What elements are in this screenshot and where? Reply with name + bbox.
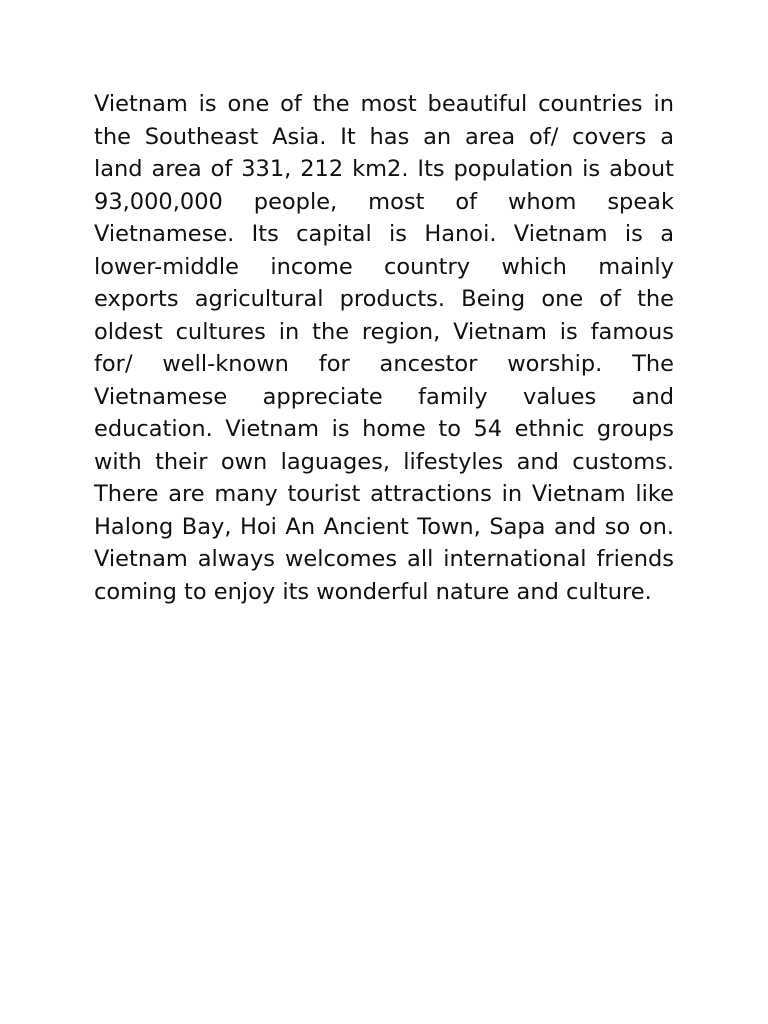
paragraph-line: Vietnamese appreciate family values and bbox=[94, 383, 674, 410]
paragraph-line: Vietnam is one of the most beautiful countries in bbox=[94, 91, 674, 117]
paragraph-line: exports agricultural products. Being one of the bbox=[94, 286, 674, 312]
paragraph-line: with their own laguages, lifestyles and customs. bbox=[94, 448, 674, 475]
paragraph-line: Vietnam always welcomes all international friends bbox=[94, 546, 674, 572]
paragraph-line: land area of 331, 212 km2. Its population is about bbox=[94, 156, 674, 182]
paragraph-line: 93,000,000 people, most of whom speak bbox=[94, 188, 674, 215]
paragraph-line: There are many tourist attractions in Vietnam like bbox=[94, 481, 674, 507]
paragraph-line: the Southeast Asia. It has an area of/ covers a bbox=[94, 123, 674, 150]
paragraph-line: Vietnamese. Its capital is Hanoi. Vietnam is a bbox=[94, 221, 674, 247]
paragraph-line: for/ well-known for ancestor worship. The bbox=[94, 351, 674, 377]
paragraph-line: lower-middle income country which mainly bbox=[94, 253, 674, 280]
body-paragraph bbox=[94, 88, 674, 608]
paragraph-line: coming to enjoy its wonderful nature and culture. bbox=[94, 578, 652, 605]
paragraph-line: oldest cultures in the region, Vietnam is famous bbox=[94, 318, 674, 345]
paragraph-line: education. Vietnam is home to 54 ethnic groups bbox=[94, 416, 674, 442]
paragraph-line: Halong Bay, Hoi An Ancient Town, Sapa and so on. bbox=[94, 513, 674, 540]
